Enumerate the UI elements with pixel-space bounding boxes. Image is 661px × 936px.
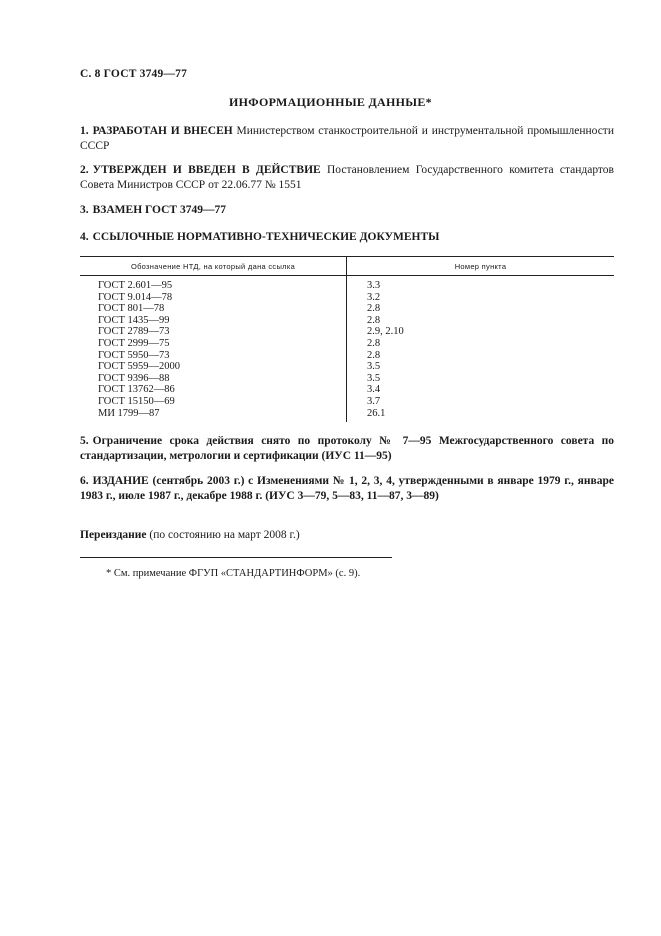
table-row [80, 276, 614, 292]
document-cell: ГОСТ 13762—86 [80, 384, 347, 396]
section-lead: ВЗАМЕН ГОСТ 3749—77 [92, 204, 226, 216]
clause-cell: 2.8 [367, 314, 381, 326]
table-header-row [80, 257, 614, 276]
clause-cell: 3.7 [367, 395, 381, 407]
column-header-document: Обозначение НТД, на который дана ссылка [80, 257, 347, 276]
clause-cell: 3.4 [367, 384, 381, 396]
footnote-divider [80, 557, 392, 558]
document-cell: ГОСТ 2789—73 [80, 326, 347, 338]
section-replaces [80, 203, 614, 218]
section-text: Ограничение срока действия снято по протоколу № 7—95 Межгосударственного совета по стандартизации, метрологии и сертификации (ИУС 11—95) [80, 435, 614, 462]
page-header: С. 8 ГОСТ 3749—77 [80, 68, 188, 80]
section-text: Постановлением Государственного комитета стандартов Совета Министров СССР от 22.06.77 № 1551 [80, 164, 614, 191]
section-developed [80, 124, 614, 154]
document-cell: ГОСТ 2.601—95 [80, 276, 347, 292]
section-edition [80, 474, 614, 504]
column-header-clause: Номер пункта [347, 257, 615, 276]
document-cell: ГОСТ 2999—75 [80, 338, 347, 350]
table-row [80, 303, 614, 315]
references-table [80, 256, 614, 422]
document-cell: ГОСТ 9396—88 [80, 373, 347, 385]
clause-cell: 26.1 [367, 407, 386, 419]
document-cell: ГОСТ 801—78 [80, 303, 347, 315]
document-title: ИНФОРМАЦИОННЫЕ ДАННЫЕ* [229, 95, 432, 109]
clause-cell: 3.5 [367, 361, 381, 373]
section-approved [80, 163, 614, 193]
clause-cell: 2.9, 2.10 [367, 326, 404, 338]
reissue-lead: Переиздание [80, 529, 147, 541]
clause-cell: 2.8 [367, 349, 381, 361]
clause-cell: 3.5 [367, 372, 381, 384]
section-text: ИЗДАНИЕ (сентябрь 2003 г.) с Изменениями № 1, 2, 3, 4, утвержденными в январе 1979 г., январе 1983 г., июле 1987 г., декабре 1988 г. (ИУС 3—79, 5—83, 11—87, 3—89) [80, 475, 614, 502]
clause-cell: 2.8 [367, 337, 381, 349]
document-cell: ГОСТ 5950—73 [80, 350, 347, 362]
section-validity [80, 434, 614, 464]
table-row [80, 292, 614, 304]
section-number: 5. [80, 435, 89, 447]
table-row [80, 350, 614, 362]
table-row [80, 373, 614, 385]
section-lead: РАЗРАБОТАН И ВНЕСЕН [92, 125, 233, 137]
section-references [80, 230, 614, 245]
footnote: * См. примечание ФГУП «СТАНДАРТИНФОРМ» (с. 9). [106, 568, 361, 579]
clause-cell: 3.2 [367, 291, 381, 303]
table-row [80, 338, 614, 350]
document-cell: ГОСТ 15150—69 [80, 396, 347, 408]
clause-cell: 2.8 [367, 303, 381, 315]
section-lead: ССЫЛОЧНЫЕ НОРМАТИВНО-ТЕХНИЧЕСКИЕ ДОКУМЕНТЫ [92, 231, 440, 243]
section-text: Министерством станкостроительной и инструментальной промышленности СССР [80, 125, 614, 152]
document-cell: ГОСТ 5959—2000 [80, 361, 347, 373]
table-row [80, 361, 614, 373]
reissue-text: (по состоянию на март 2008 г.) [146, 529, 300, 541]
table-row [80, 408, 614, 423]
section-number: 3. [80, 204, 89, 216]
reissue-note [80, 529, 300, 541]
table-row [80, 384, 614, 396]
document-cell: МИ 1799—87 [80, 408, 347, 423]
table-row [80, 315, 614, 327]
clause-cell: 3.3 [367, 280, 381, 291]
section-number: 1. [80, 125, 89, 137]
document-cell: ГОСТ 9.014—78 [80, 292, 347, 304]
table-row [80, 326, 614, 338]
section-lead: УТВЕРЖДЕН И ВВЕДЕН В ДЕЙСТВИЕ [92, 164, 321, 176]
table-row [80, 396, 614, 408]
section-number: 2. [80, 164, 89, 176]
section-number: 6. [80, 475, 89, 487]
section-number: 4. [80, 231, 89, 243]
document-cell: ГОСТ 1435—99 [80, 315, 347, 327]
